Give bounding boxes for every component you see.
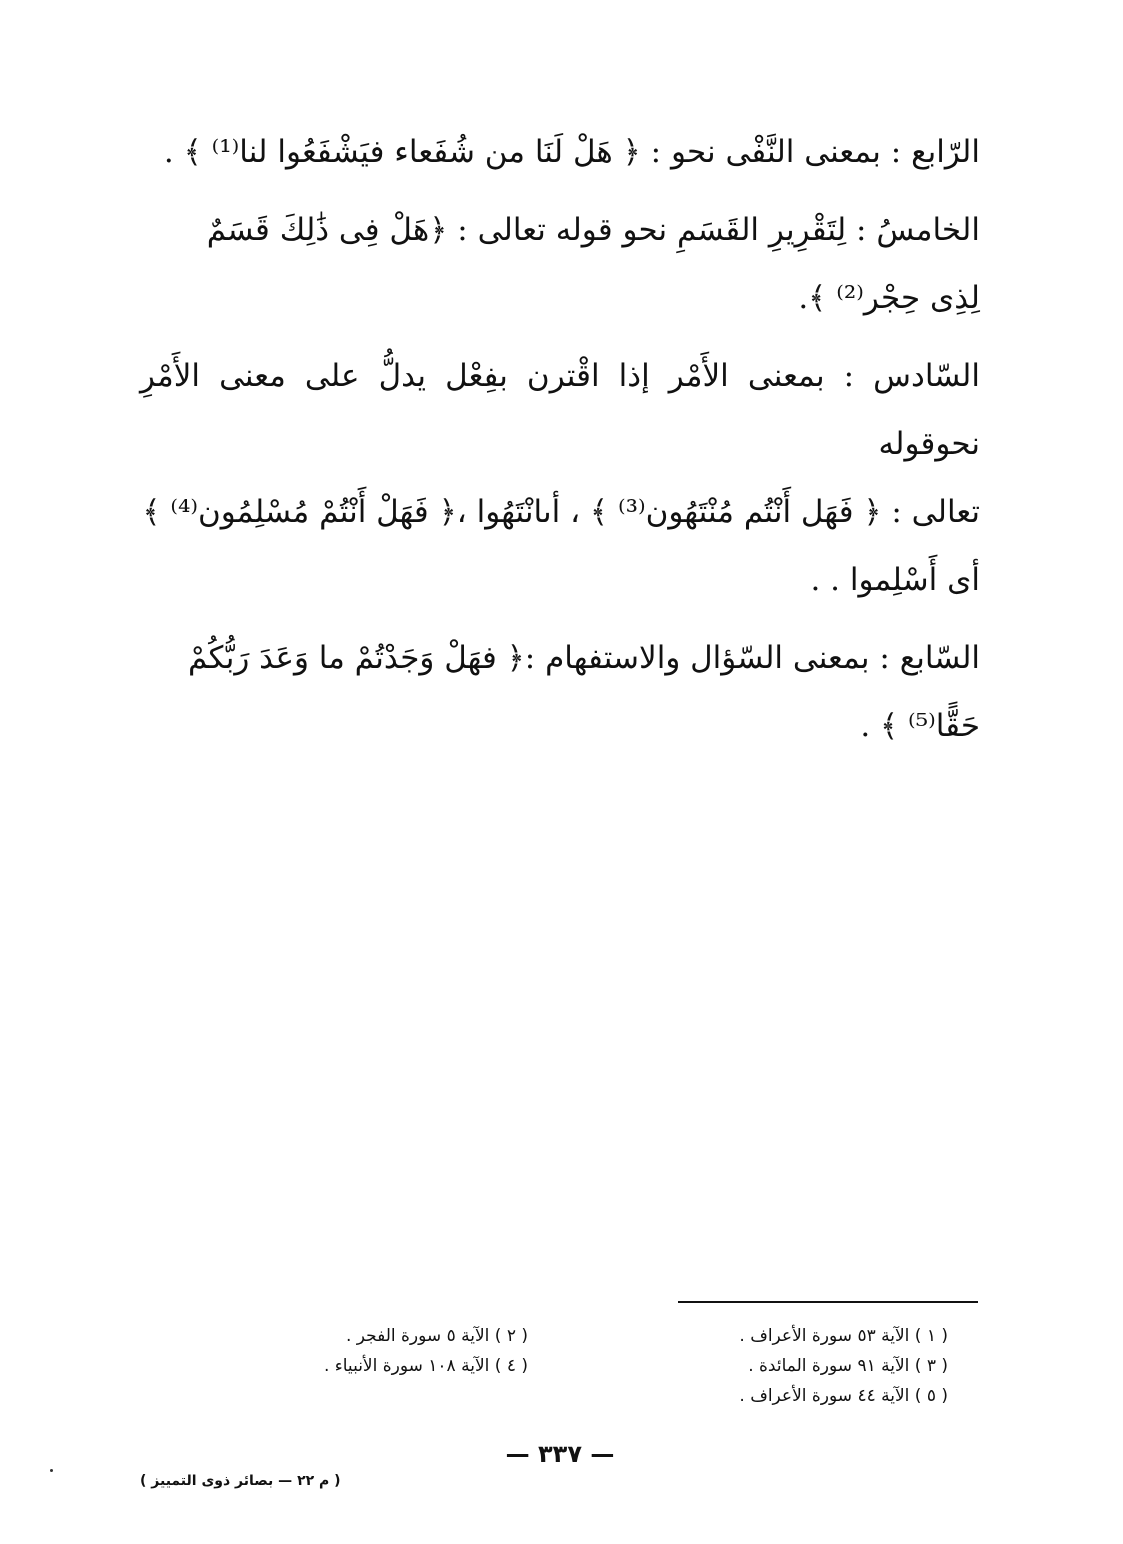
paragraph-fourth: [140, 118, 980, 186]
main-text: [140, 118, 980, 770]
paragraph-seventh: [140, 624, 980, 760]
footnote-1: ( ١ ) الآية ٥٣ سورة الأعراف .: [739, 1326, 948, 1346]
footnote-5: ( ٥ ) الآية ٤٤ سورة الأعراف .: [739, 1386, 948, 1406]
text-line: تعالى : ﴿ فَهَل أَنْتُم مُنْتَهُون⁽³⁾ ﴾ ، أىانْتَهُوا ،﴿ فَهَلْ أَنْتُمْ مُسْلِمُون⁽⁴⁾ ﴾: [142, 494, 980, 530]
footnotes-right-column: [648, 1321, 948, 1411]
signature-mark: ( م ٢٢ — بصائر ذوى التمييز ): [140, 1473, 341, 1489]
footnote-2: ( ٢ ) الآية ٥ سورة الفجر .: [345, 1326, 528, 1346]
text-line: أى أَسْلِموا . .: [810, 562, 980, 598]
paragraph-fifth: [140, 196, 980, 332]
text-line: حَقًّا⁽⁵⁾ ﴾ .: [860, 708, 980, 744]
text-line: الخامسُ : لِتَقْرِيرِ القَسَمِ نحو قوله تعالى : ﴿هَلْ فِى ذَٰلِكَ قَسَمٌ: [206, 212, 980, 248]
text-line: السّابع : بمعنى السّؤال والاستفهام :﴿ فهَلْ وَجَدْتُمْ ما وَعَدَ رَبُّكُمْ: [187, 640, 980, 676]
footnote-divider: [678, 1301, 978, 1303]
footnotes-left-column: [228, 1321, 528, 1381]
page-number: — ٣٣٧ —: [505, 1440, 615, 1468]
text-line: لِذِى حِجْر⁽²⁾ ﴾.: [798, 280, 980, 316]
footnote-3: ( ٣ ) الآية ٩١ سورة المائدة .: [748, 1356, 948, 1376]
text-line: الرّابع : بمعنى النَّفْى نحو : ﴿ هَلْ لَنَا من شُفَعاء فيَشْفَعُوا لنا⁽¹⁾ ﴾ .: [163, 134, 980, 170]
scan-speck: [50, 1469, 53, 1472]
paragraph-sixth: [140, 342, 980, 614]
text-line: السّادس : بمعنى الأَمْر إذا اقْترن بفِعْل يدلُّ على معنى الأَمْرِ نحوقوله: [140, 358, 980, 462]
footnote-4: ( ٤ ) الآية ١٠٨ سورة الأنبياء .: [323, 1356, 528, 1376]
